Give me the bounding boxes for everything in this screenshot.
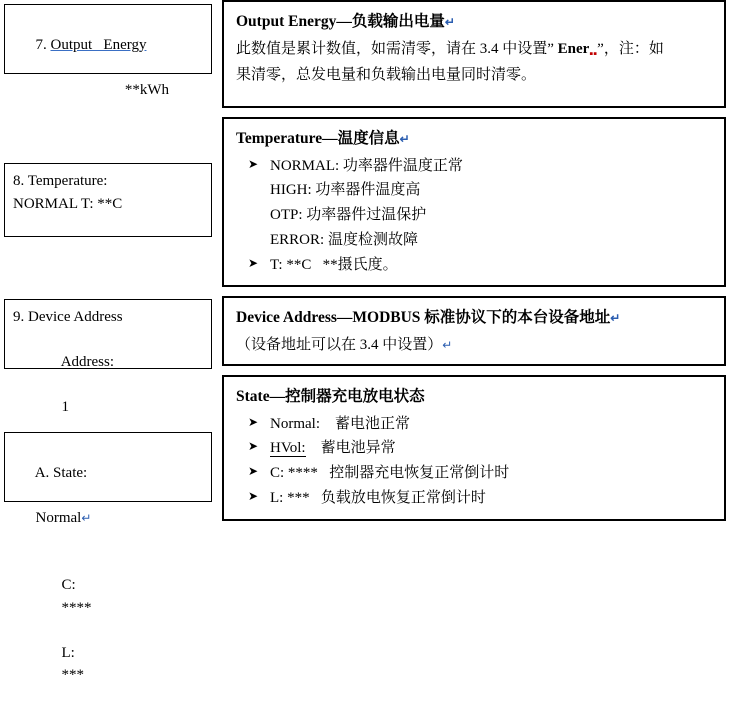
status-desc: 功率器件过温保护	[306, 207, 426, 223]
lcd-line-2	[13, 329, 203, 442]
annotation-mark-icon: ▪▪	[589, 48, 597, 60]
arrow-bullet-icon: ➤	[248, 461, 270, 482]
lcd-line-2: NORMAL T: **C	[13, 193, 203, 216]
lcd-line-2	[13, 552, 203, 709]
description-output-energy	[222, 0, 726, 108]
description-device-address	[222, 296, 726, 366]
description-state	[222, 375, 726, 521]
list-item	[248, 253, 714, 278]
state-value: Normal	[36, 510, 82, 526]
status-desc: 温度检测故障	[328, 232, 418, 248]
status-key: T: **C	[270, 257, 311, 273]
list-item-text	[270, 154, 714, 179]
list-item	[248, 412, 714, 437]
description-title: Output Energy—负载输出电量↵	[236, 9, 714, 35]
description-body-line-1: 此数值是累计数值，如需清零，请在 3.4 中设置” Ener$_{▪▪}$”，注：如	[236, 37, 714, 63]
description-title: State—控制器充电放电状态	[236, 384, 714, 410]
list-item	[248, 154, 714, 179]
description-title: Device Address—MODBUS 标准协议下的本台设备地址↵	[236, 305, 714, 331]
status-key: NORMAL:	[270, 158, 339, 174]
lcd-line-1	[13, 439, 203, 552]
list-item-text	[270, 486, 714, 511]
charge-countdown-label: C:	[62, 577, 76, 593]
lcd-index: 7.	[36, 37, 51, 53]
arrow-bullet-icon: ➤	[248, 486, 270, 507]
paragraph-mark-icon: ↵	[610, 311, 620, 325]
arrow-bullet-icon: ➤	[248, 436, 270, 457]
list-item-text	[270, 412, 714, 437]
description-body-line-2: 果清零，总发电量和负载输出电量同时清零。	[236, 63, 714, 88]
list-item	[248, 461, 714, 486]
state-key: HVol:	[270, 440, 306, 457]
state-key: Normal:	[270, 416, 320, 432]
paragraph-mark-icon: ↵	[81, 511, 91, 525]
description-body-line-1: （设备地址可以在 3.4 中设置）↵	[236, 333, 714, 358]
address-label: Address:	[61, 354, 114, 370]
lcd-label-output-energy: Output Energy	[51, 37, 147, 53]
lcd-panel-output-energy	[4, 4, 212, 74]
state-label: A. State:	[35, 465, 88, 481]
arrow-bullet-icon: ➤	[248, 412, 270, 433]
description-title: Temperature—温度信息↵	[236, 126, 714, 152]
list-item	[270, 178, 714, 203]
description-temperature	[222, 117, 726, 287]
paragraph-mark-icon: ↵	[445, 15, 455, 29]
lcd-panel-device-address	[4, 299, 212, 369]
list-item	[248, 436, 714, 461]
load-countdown-value: ***	[62, 667, 85, 683]
list-item	[270, 228, 714, 253]
load-countdown-label: L:	[62, 645, 75, 661]
lcd-panel-state	[4, 432, 212, 502]
status-key: OTP:	[270, 207, 303, 223]
state-key: L: ***	[270, 490, 310, 506]
state-key: C: ****	[270, 465, 318, 481]
setting-name: Ener	[558, 41, 590, 57]
lcd-panel-temperature	[4, 163, 212, 237]
status-key: ERROR:	[270, 232, 324, 248]
paragraph-mark-icon: ↵	[400, 132, 410, 146]
list-item-text	[270, 436, 714, 461]
status-desc: 功率器件温度高	[315, 182, 420, 198]
lcd-line-1: 9. Device Address	[13, 306, 203, 329]
paragraph-mark-icon: ↵	[442, 338, 452, 352]
status-key: HIGH:	[270, 182, 312, 198]
state-desc: 蓄电池异常	[321, 440, 396, 456]
charge-countdown-value: ****	[62, 600, 92, 616]
list-item	[270, 203, 714, 228]
list-item	[248, 486, 714, 511]
status-desc: **摄氏度。	[323, 257, 398, 273]
state-desc: 蓄电池正常	[335, 416, 410, 432]
lcd-line-2: **kWh	[13, 79, 203, 102]
status-desc: 功率器件温度正常	[343, 158, 463, 174]
arrow-bullet-icon: ➤	[248, 253, 270, 274]
state-desc: 负载放电恢复正常倒计时	[321, 490, 486, 506]
arrow-bullet-icon: ➤	[248, 154, 270, 175]
list-item-text	[270, 253, 714, 278]
address-value: 1	[62, 399, 70, 415]
list-item-text	[270, 461, 714, 486]
lcd-line-1: 8. Temperature:	[13, 170, 203, 193]
lcd-line-1	[13, 11, 203, 79]
state-desc: 控制器充电恢复正常倒计时	[329, 465, 509, 481]
